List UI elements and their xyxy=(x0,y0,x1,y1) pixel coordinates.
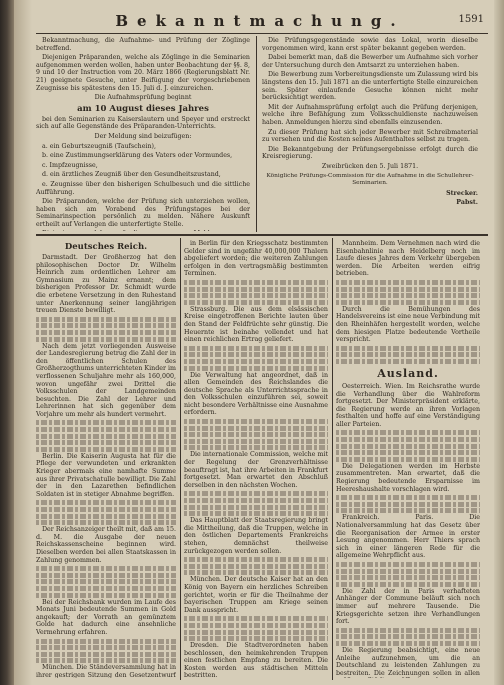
text-line-texture xyxy=(36,323,176,328)
notice-date-heading: am 10 August dieses Jahres xyxy=(77,103,209,114)
text-line-texture xyxy=(184,616,328,621)
news-paragraph: Nach dem jetzt vorliegenden Ausweise der Landesregierung betrug die Zahl der in den öffentlichen Schulen des Großherzogthums unterrichteten Kinder im verflossenen Schuljahre mehr als 160,000, wovon ungefähr zwei Drittel die Volksschulen der Landgemeinden besuchten. Die Zahl der Lehrer und Lehrerinnen hat sich gegenüber dem Vorjahre um mehr als hundert vermehrt. xyxy=(36,342,176,418)
notice-list-heading: Der Meldung sind beizufügen: xyxy=(94,132,192,140)
section-rule xyxy=(36,234,488,236)
text-line-texture xyxy=(184,570,328,575)
text-line-texture xyxy=(336,508,480,513)
column-divider xyxy=(332,238,333,680)
notice-paragraph: Die Prüfungsgegenstände sowie das Lokal, worin dieselbe vorgenommen wird, kann erst später bekannt gegeben werden. xyxy=(262,37,478,52)
text-line-texture xyxy=(36,652,176,657)
text-line-texture xyxy=(36,330,176,335)
text-line-texture xyxy=(184,636,328,641)
notice-right-column xyxy=(262,37,478,231)
section-heading-deutsches-reich: Deutsches Reich. xyxy=(64,242,148,252)
section-heading-ausland: Ausland. xyxy=(377,366,439,380)
notice-authority: Königliche Prüfungs-Commission für die Aufnahme in die Schullehrer-Seminarien. xyxy=(266,172,474,187)
text-line-texture xyxy=(336,628,480,633)
text-line-texture xyxy=(36,427,176,432)
text-line-texture xyxy=(36,520,176,525)
news-column-2 xyxy=(184,240,328,678)
news-paragraph: Die Zahl der in Paris verhafteten Anhänger der Commune beläuft sich noch immer auf mehrere Tausende. Die Kriegsgerichte setzen ihre Verhandlungen fort. xyxy=(336,587,480,626)
notice-paragraph: Die Bewerbung zum Vorbereitungsdienste um Zulassung wird bis längstens den 15. Juli 1871 an die unterfertigte Stelle einzureichen sein. Später einlaufende Gesuche können nicht mehr berücksichtigt werden. xyxy=(262,71,478,102)
news-paragraph: München. Die Ständeversammlung hat in ihrer gestrigen Sitzung den Gesetzentwurf xyxy=(36,664,176,678)
text-line-texture xyxy=(336,300,480,305)
page-edge xyxy=(494,0,504,685)
text-line-texture xyxy=(184,426,328,431)
text-line-texture xyxy=(184,439,328,444)
text-line-texture xyxy=(36,337,176,342)
text-line-texture xyxy=(336,430,480,435)
news-paragraph: Darmstadt. Der Großherzog hat den philosophischen Doctor Dr. Wilhelm Heinrich zum ordentlichen Lehrer am Gymnasium zu Mainz ernannt; dem bisherigen Professor Dr. Schmidt wurde die erbetene Versetzung in den Ruhestand unter Anerkennung seiner langjährigen treuen Dienste bewilligt. xyxy=(36,254,176,315)
text-line-texture xyxy=(184,287,328,292)
text-line-texture xyxy=(184,352,328,357)
news-paragraph: Durch die Bemühungen des Handelsvereins ist eine neue Verbindung mit den Rheinhäfen hergestellt worden, welche dem hiesigen Platze bedeutende Vortheile verspricht. xyxy=(336,305,480,344)
news-paragraph: Oesterreich. Wien. Im Reichsrathe wurde die Verhandlung über die Wahlreform fortgesetzt. Der Ministerpräsident erklärte, die Regierung werde an ihren Vorlagen festhalten und hoffe auf eine Verständigung aller Parteien. xyxy=(336,382,480,428)
text-line-texture xyxy=(184,293,328,298)
text-line-texture xyxy=(336,562,480,567)
notice-paragraph: Mit der Aufnahmsprüfung erfolgt auch die Prüfung derjenigen, welche ihre Befähigung zum Volksschuldienste nachzuweisen haben. Anmeldungen hierzu sind ebenfalls einzusenden. xyxy=(262,103,478,126)
news-paragraph: Berlin. Die Kaiserin Augusta hat für die Pflege der verwundeten und erkrankten Krieger abermals eine namhafte Summe aus ihrer Privatschatulle bewilligt. Die Zahl der in den Lazarethen befindlichen Soldaten ist in stetiger Abnahme begriffen. xyxy=(36,452,176,498)
news-paragraph: Das Hauptblatt der Staatsregierung bringt die Mittheilung, daß die Truppen, welche in den östlichen Departements Frankreichs stehen, demnächst theilweise zurückgezogen werden sollen. xyxy=(184,517,328,555)
text-line-texture xyxy=(184,419,328,424)
news-paragraph: Bei der Reichsbank wurden im Laufe des Monats Juni bedeutende Summen in Gold angekauft; der Vorrath an gemünztem Golde hat dadurch eine ansehnliche Vermehrung erfahren. xyxy=(36,598,176,636)
news-paragraph: Die Regierung beabsichtigt, eine neue Anleihe aufzunehmen, um die an Deutschland zu leistenden Zahlungen zu bestreiten. Die Zeichnungen sollen in allen xyxy=(336,646,480,677)
notice-list-item: b. eine Zustimmungserklärung des Vaters oder Vormundes, xyxy=(42,152,233,160)
text-line-texture xyxy=(36,514,176,519)
text-line-texture xyxy=(336,502,480,507)
text-line-texture xyxy=(336,450,480,455)
text-line-texture xyxy=(184,280,328,285)
text-line-texture xyxy=(36,440,176,445)
page-number: 1591 xyxy=(458,14,484,25)
column-divider xyxy=(180,238,181,680)
notice-paragraph: bei den Seminarien zu Kaiserslautern und Speyer und erstreckt sich auf alle Gegenstände des Präparanden-Unterrichts. xyxy=(36,115,250,131)
book-spine xyxy=(0,0,14,685)
notice-paragraph: Zu dieser Prüfung hat sich jeder Bewerber mit Schreibmaterial zu versehen und die Kosten seines Aufenthaltes selbst zu tragen. xyxy=(262,128,478,144)
notice-signature: Strecker. xyxy=(446,189,478,197)
text-line-texture xyxy=(184,511,328,516)
text-line-texture xyxy=(36,579,176,584)
page-gutter xyxy=(14,0,32,685)
text-line-texture xyxy=(184,432,328,437)
news-paragraph: Dresden. Die Stadtverordneten haben beschlossen, den heimkehrenden Truppen einen festlichen Empfang zu bereiten. Die Kosten werden aus städtischen Mitteln bestritten. xyxy=(184,642,328,678)
text-line-texture xyxy=(184,359,328,364)
text-line-texture xyxy=(36,593,176,598)
text-line-texture xyxy=(36,586,176,591)
notice-paragraph: Die Präparanden, welche der Prüfung sich unterziehen wollen, haben sich am Vorabend des Prüfungstages bei der Seminarinspection persönlich zu melden. Nähere Auskunft ertheilt auf Verlangen die unterfertigte Stelle. xyxy=(36,198,250,228)
text-line-texture xyxy=(336,352,480,357)
notice-signature: Pabst. xyxy=(456,199,478,207)
text-line-texture xyxy=(184,346,328,351)
notice-paragraph xyxy=(36,230,250,231)
text-line-texture xyxy=(184,366,328,371)
header-rule xyxy=(36,33,488,34)
text-line-texture xyxy=(184,505,328,510)
news-paragraph: Der Reichsanzeiger theilt mit, daß am 15. d. M. die Ausgabe der neuen Reichskassenscheine beginnen wird. Dieselben werden bei allen Staatskassen in Zahlung genommen. xyxy=(36,526,176,564)
notice-list-item: a. ein Geburtszeugniß (Taufschein), xyxy=(42,142,156,150)
text-line-texture xyxy=(336,569,480,574)
news-paragraph: Frankreich. Paris. Die Nationalversammlung hat das Gesetz über die Reorganisation der Armee in erster Lesung angenommen. Herr Thiers sprach sich in einer längeren Rede für die allgemeine Wehrpflicht aus. xyxy=(336,514,480,560)
notice-left-column xyxy=(36,37,250,231)
notice-paragraph: Die Aufnahmsprüfung beginnt xyxy=(94,94,192,102)
text-line-texture xyxy=(184,498,328,503)
news-column-3 xyxy=(336,240,480,678)
news-paragraph: Die Verwaltung hat angeordnet, daß in allen Gemeinden des Reichslandes die deutsche Sprache als Unterrichtssprache in den Volksschulen einzuführen sei, soweit nicht besondere Verhältnisse eine Ausnahme erfordern. xyxy=(184,371,328,417)
text-line-texture xyxy=(336,293,480,298)
text-line-texture xyxy=(184,300,328,305)
text-line-texture xyxy=(336,641,480,646)
text-line-texture xyxy=(36,317,176,322)
text-line-texture xyxy=(36,434,176,439)
notice-paragraph: Dabei bemerkt man, daß die Bewerber um Aufnahme sich vorher der Untersuchung durch den Amtsarzt zu unterziehen haben. xyxy=(262,54,478,69)
notice-list-item: e. Zeugnisse über den bisherigen Schulbesuch und die sittliche Aufführung. xyxy=(36,180,250,196)
text-line-texture xyxy=(336,582,480,587)
notice-paragraph: Diejenigen Präparanden, welche als Zöglinge in die Seminarien aufgenommen werden wollen, haben unter Beobachtung der §§. 8, 9 und 10 der Instruction vom 20. März 1866 (Regierungsblatt Nr. 21) geeignete Gesuche, unter Beifügung der vorgeschriebenen Zeugnisse bis spätestens den 15. Juli d. J. einzureichen. xyxy=(36,54,250,92)
text-line-texture xyxy=(336,444,480,449)
news-paragraph: in Berlin für den Kriegsschatz bestimmten Gelder sind in ungefähr 40,000,000 Thalern abgeliefert worden; die weiteren Zahlungen erfolgen in den vertragsmäßig bestimmten Terminen. xyxy=(184,240,328,278)
text-line-texture xyxy=(336,287,480,292)
column-divider xyxy=(256,36,257,232)
text-line-texture xyxy=(36,420,176,425)
text-line-texture xyxy=(184,623,328,628)
text-line-texture xyxy=(36,566,176,571)
text-line-texture xyxy=(336,359,480,364)
text-line-texture xyxy=(336,280,480,285)
text-line-texture xyxy=(36,447,176,452)
text-line-texture xyxy=(184,491,328,496)
text-line-texture xyxy=(336,495,480,500)
news-paragraph: Mannheim. Dem Vernehmen nach wird die Eisenbahnlinie nach Heidelberg noch im Laufe dieses Jahres dem Verkehr übergeben werden. Die Arbeiten werden eifrig betrieben. xyxy=(336,240,480,278)
text-line-texture xyxy=(184,564,328,569)
text-line-texture xyxy=(336,634,480,639)
notice-lead: Bekanntmachung, die Aufnahme- und Prüfung der Zöglinge betreffend. xyxy=(36,37,250,52)
text-line-texture xyxy=(336,457,480,462)
notice-paragraph: Die Bekanntgebung der Prüfungsergebnisse erfolgt durch die Kreisregierung. xyxy=(262,145,478,161)
news-paragraph: Strassburg. Die aus dem elsässischen Kreise eingetroffenen Berichte lauten über den Stand der Feldfrüchte sehr günstig. Die Heuernte ist beinahe vollendet und hat einen reichlichen Ertrag geliefert. xyxy=(184,305,328,344)
text-line-texture xyxy=(336,346,480,351)
notice-list-item: c. Impfzeugnisse, xyxy=(42,161,98,169)
news-paragraph: München. Der deutsche Kaiser hat an den König von Bayern ein herzliches Schreiben gerichtet, worin er für die Theilnahme der bayerischen Truppen am Kriege seinen Dank ausspricht. xyxy=(184,576,328,614)
page-header-title: Bekanntmachung. xyxy=(115,12,405,30)
notice-date-line: Zweibrücken den 5. Juli 1871. xyxy=(321,162,419,170)
text-line-texture xyxy=(36,500,176,505)
notice-list-item: d. ein ärztliches Zeugniß über den Gesundheitszustand, xyxy=(42,171,221,179)
news-paragraph: Die internationale Commission, welche mit der Regelung der Grenzverhältnisse beauftragt ist, hat ihre Arbeiten in Frankfurt fortgesetzt. Man erwartet den Abschluß derselben in den nächsten Wochen. xyxy=(184,451,328,489)
text-line-texture xyxy=(36,507,176,512)
text-line-texture xyxy=(184,630,328,635)
text-line-texture xyxy=(36,639,176,644)
text-line-texture xyxy=(336,575,480,580)
text-line-texture xyxy=(184,445,328,450)
text-line-texture xyxy=(184,557,328,562)
news-paragraph: Die Delegationen werden im Herbste zusammentreten. Man erwartet, daß die Regierung bedeutende Ersparnisse im Heereshaushalte vorschlagen wird. xyxy=(336,462,480,493)
text-line-texture xyxy=(36,573,176,578)
text-line-texture xyxy=(336,437,480,442)
text-line-texture xyxy=(36,645,176,650)
news-column-1 xyxy=(36,240,176,678)
text-line-texture xyxy=(36,658,176,663)
